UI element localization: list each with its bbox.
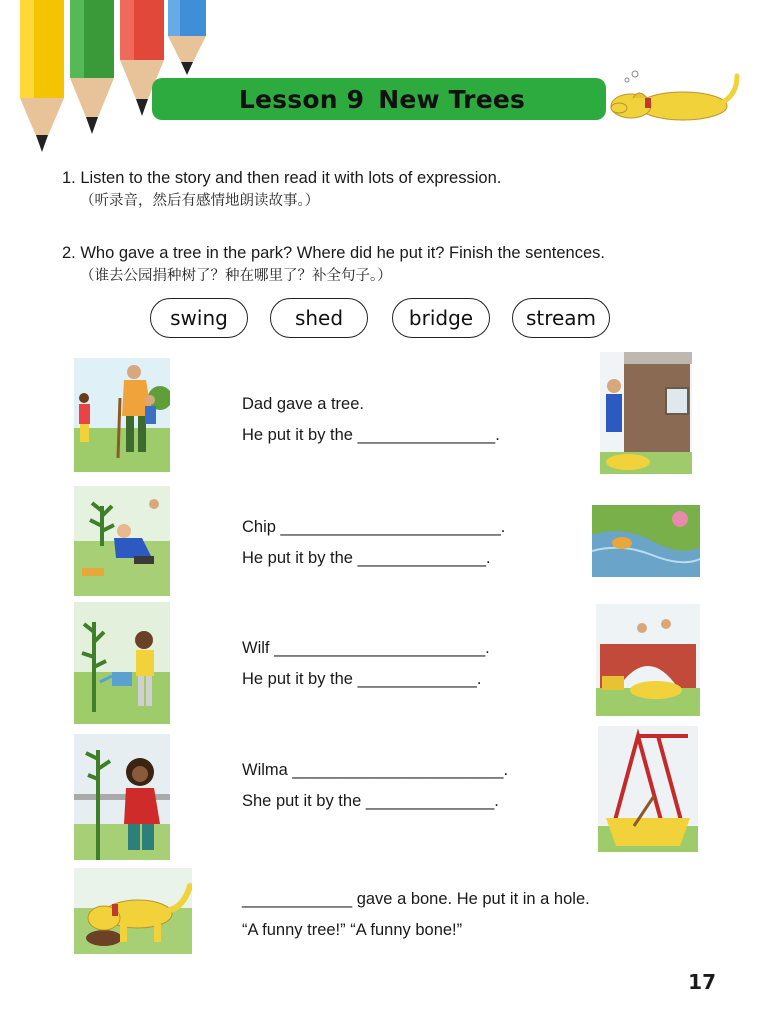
word-shed: shed	[270, 298, 368, 338]
word-bridge: bridge	[392, 298, 490, 338]
instruction-1: 1. Listen to the story and then read it with lots of expression.	[62, 169, 502, 187]
lesson-title-banner	[152, 78, 606, 120]
sentence-2-line-1: Chip ________________________.	[242, 518, 506, 536]
swing-illustration	[598, 726, 698, 852]
chip-planting-illustration	[74, 486, 170, 596]
sentence-5-line-1: ____________ gave a bone. He put it in a hole.	[242, 890, 590, 908]
sentence-4-line-2: She put it by the ______________.	[242, 792, 499, 810]
lesson-label: Lesson 9	[238, 84, 365, 114]
word-swing: swing	[150, 298, 248, 338]
dad-planting-illustration	[74, 358, 170, 472]
instruction-2: 2. Who gave a tree in the park? Where did he put it? Finish the sentences.	[62, 244, 605, 262]
wilma-tying-tree-illustration	[74, 734, 170, 860]
sentence-5-line-2: “A funny tree!” “A funny bone!”	[242, 921, 463, 939]
shed-illustration	[600, 352, 692, 474]
instruction-2-cn: （谁去公园捐种树了？种在哪里了？补全句子。）	[80, 268, 392, 284]
wilf-watering-illustration	[74, 602, 170, 724]
sentence-1-line-1: Dad gave a tree.	[242, 395, 364, 413]
sentence-3-line-1: Wilf _______________________.	[242, 639, 490, 657]
sentence-4-line-1: Wilma _______________________.	[242, 761, 509, 779]
bridge-illustration	[596, 604, 700, 716]
sleeping-dog-icon	[605, 68, 745, 124]
word-stream: stream	[512, 298, 610, 338]
instruction-1-cn: （听录音，然后有感情地朗读故事。）	[80, 193, 320, 209]
stream-illustration	[592, 505, 700, 577]
sentence-2-line-2: He put it by the ______________.	[242, 549, 491, 567]
dog-digging-illustration	[74, 868, 192, 954]
sentence-1-line-2: He put it by the _______________.	[242, 426, 500, 444]
lesson-title: New Trees	[378, 84, 526, 114]
sentence-3-line-2: He put it by the _____________.	[242, 670, 482, 688]
page-number: 17	[688, 970, 716, 994]
